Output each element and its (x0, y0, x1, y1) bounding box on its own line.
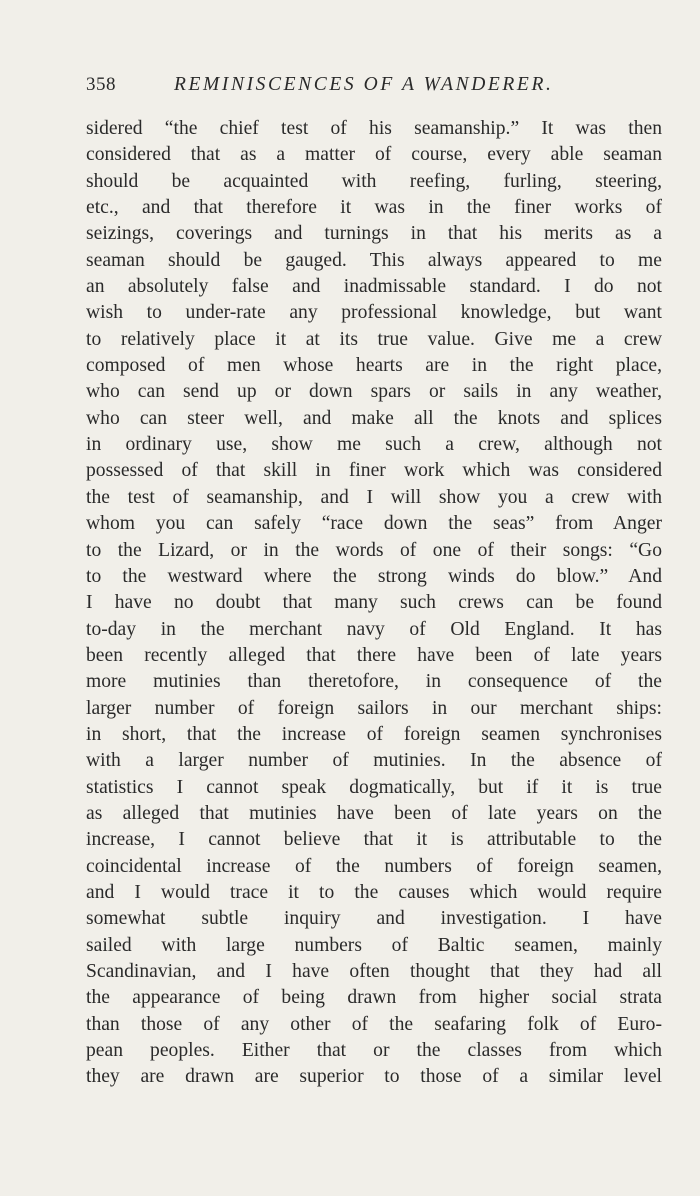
text-line: and I would trace it to the causes which would require (86, 881, 662, 903)
text-line: pean peoples. Either that or the classes from which (86, 1040, 662, 1062)
text-line: more mutinies than theretofore, in consequence of the (86, 671, 662, 693)
text-line: whom you can safely “race down the seas” from Anger (86, 513, 662, 535)
text-line: as alleged that mutinies have been of late years on the (86, 802, 662, 824)
text-line: coincidental increase of the numbers of foreign seamen, (86, 855, 662, 877)
page-header (86, 74, 666, 98)
text-line: in ordinary use, show me such a crew, although not (86, 434, 662, 456)
text-line: seaman should be gauged. This always appeared to me (86, 249, 662, 271)
text-line: to the westward where the strong winds do blow.” And (86, 565, 662, 587)
body-text (86, 116, 662, 1091)
text-line: I have no doubt that many such crews can be found (86, 592, 662, 614)
text-line: etc., and that therefore it was in the finer works of (86, 197, 662, 219)
text-line: who can steer well, and make all the knots and splices (86, 407, 662, 429)
text-line: should be acquainted with reefing, furling, steering, (86, 170, 662, 192)
running-title: REMINISCENCES OF A WANDERER. (174, 74, 554, 95)
text-line: considered that as a matter of course, every able seaman (86, 144, 662, 166)
text-line: than those of any other of the seafaring folk of Euro- (86, 1013, 662, 1035)
text-line: sidered “the chief test of his seamanship.” It was then (86, 118, 662, 139)
text-line: statistics I cannot speak dogmatically, but if it is true (86, 776, 662, 798)
text-line: been recently alleged that there have been of late years (86, 644, 662, 666)
text-line: composed of men whose hearts are in the right place, (86, 355, 662, 377)
text-line: possessed of that skill in finer work which was considered (86, 460, 662, 482)
text-line: increase, I cannot believe that it is attributable to the (86, 829, 662, 851)
text-line: the test of seamanship, and I will show you a crew with (86, 486, 662, 508)
text-line: they are drawn are superior to those of a similar level (86, 1066, 662, 1088)
text-line: sailed with large numbers of Baltic seamen, mainly (86, 934, 662, 956)
text-line: to-day in the merchant navy of Old England. It has (86, 618, 662, 640)
text-line: to the Lizard, or in the words of one of their songs: “Go (86, 539, 662, 561)
text-line: somewhat subtle inquiry and investigation. I have (86, 908, 662, 930)
text-line: seizings, coverings and turnings in that his merits as a (86, 223, 662, 245)
text-line: with a larger number of mutinies. In the absence of (86, 750, 662, 772)
text-line: the appearance of being drawn from higher social strata (86, 987, 662, 1009)
text-line: to relatively place it at its true value. Give me a crew (86, 328, 662, 350)
text-line: wish to under-rate any professional knowledge, but want (86, 302, 662, 324)
page-number: 358 (86, 74, 116, 95)
text-line: an absolutely false and inadmissable standard. I do not (86, 276, 662, 298)
text-line: Scandinavian, and I have often thought that they had all (86, 961, 662, 982)
text-line: in short, that the increase of foreign seamen synchronises (86, 723, 662, 745)
text-line: who can send up or down spars or sails in any weather, (86, 381, 662, 403)
text-line: larger number of foreign sailors in our merchant ships: (86, 697, 662, 719)
